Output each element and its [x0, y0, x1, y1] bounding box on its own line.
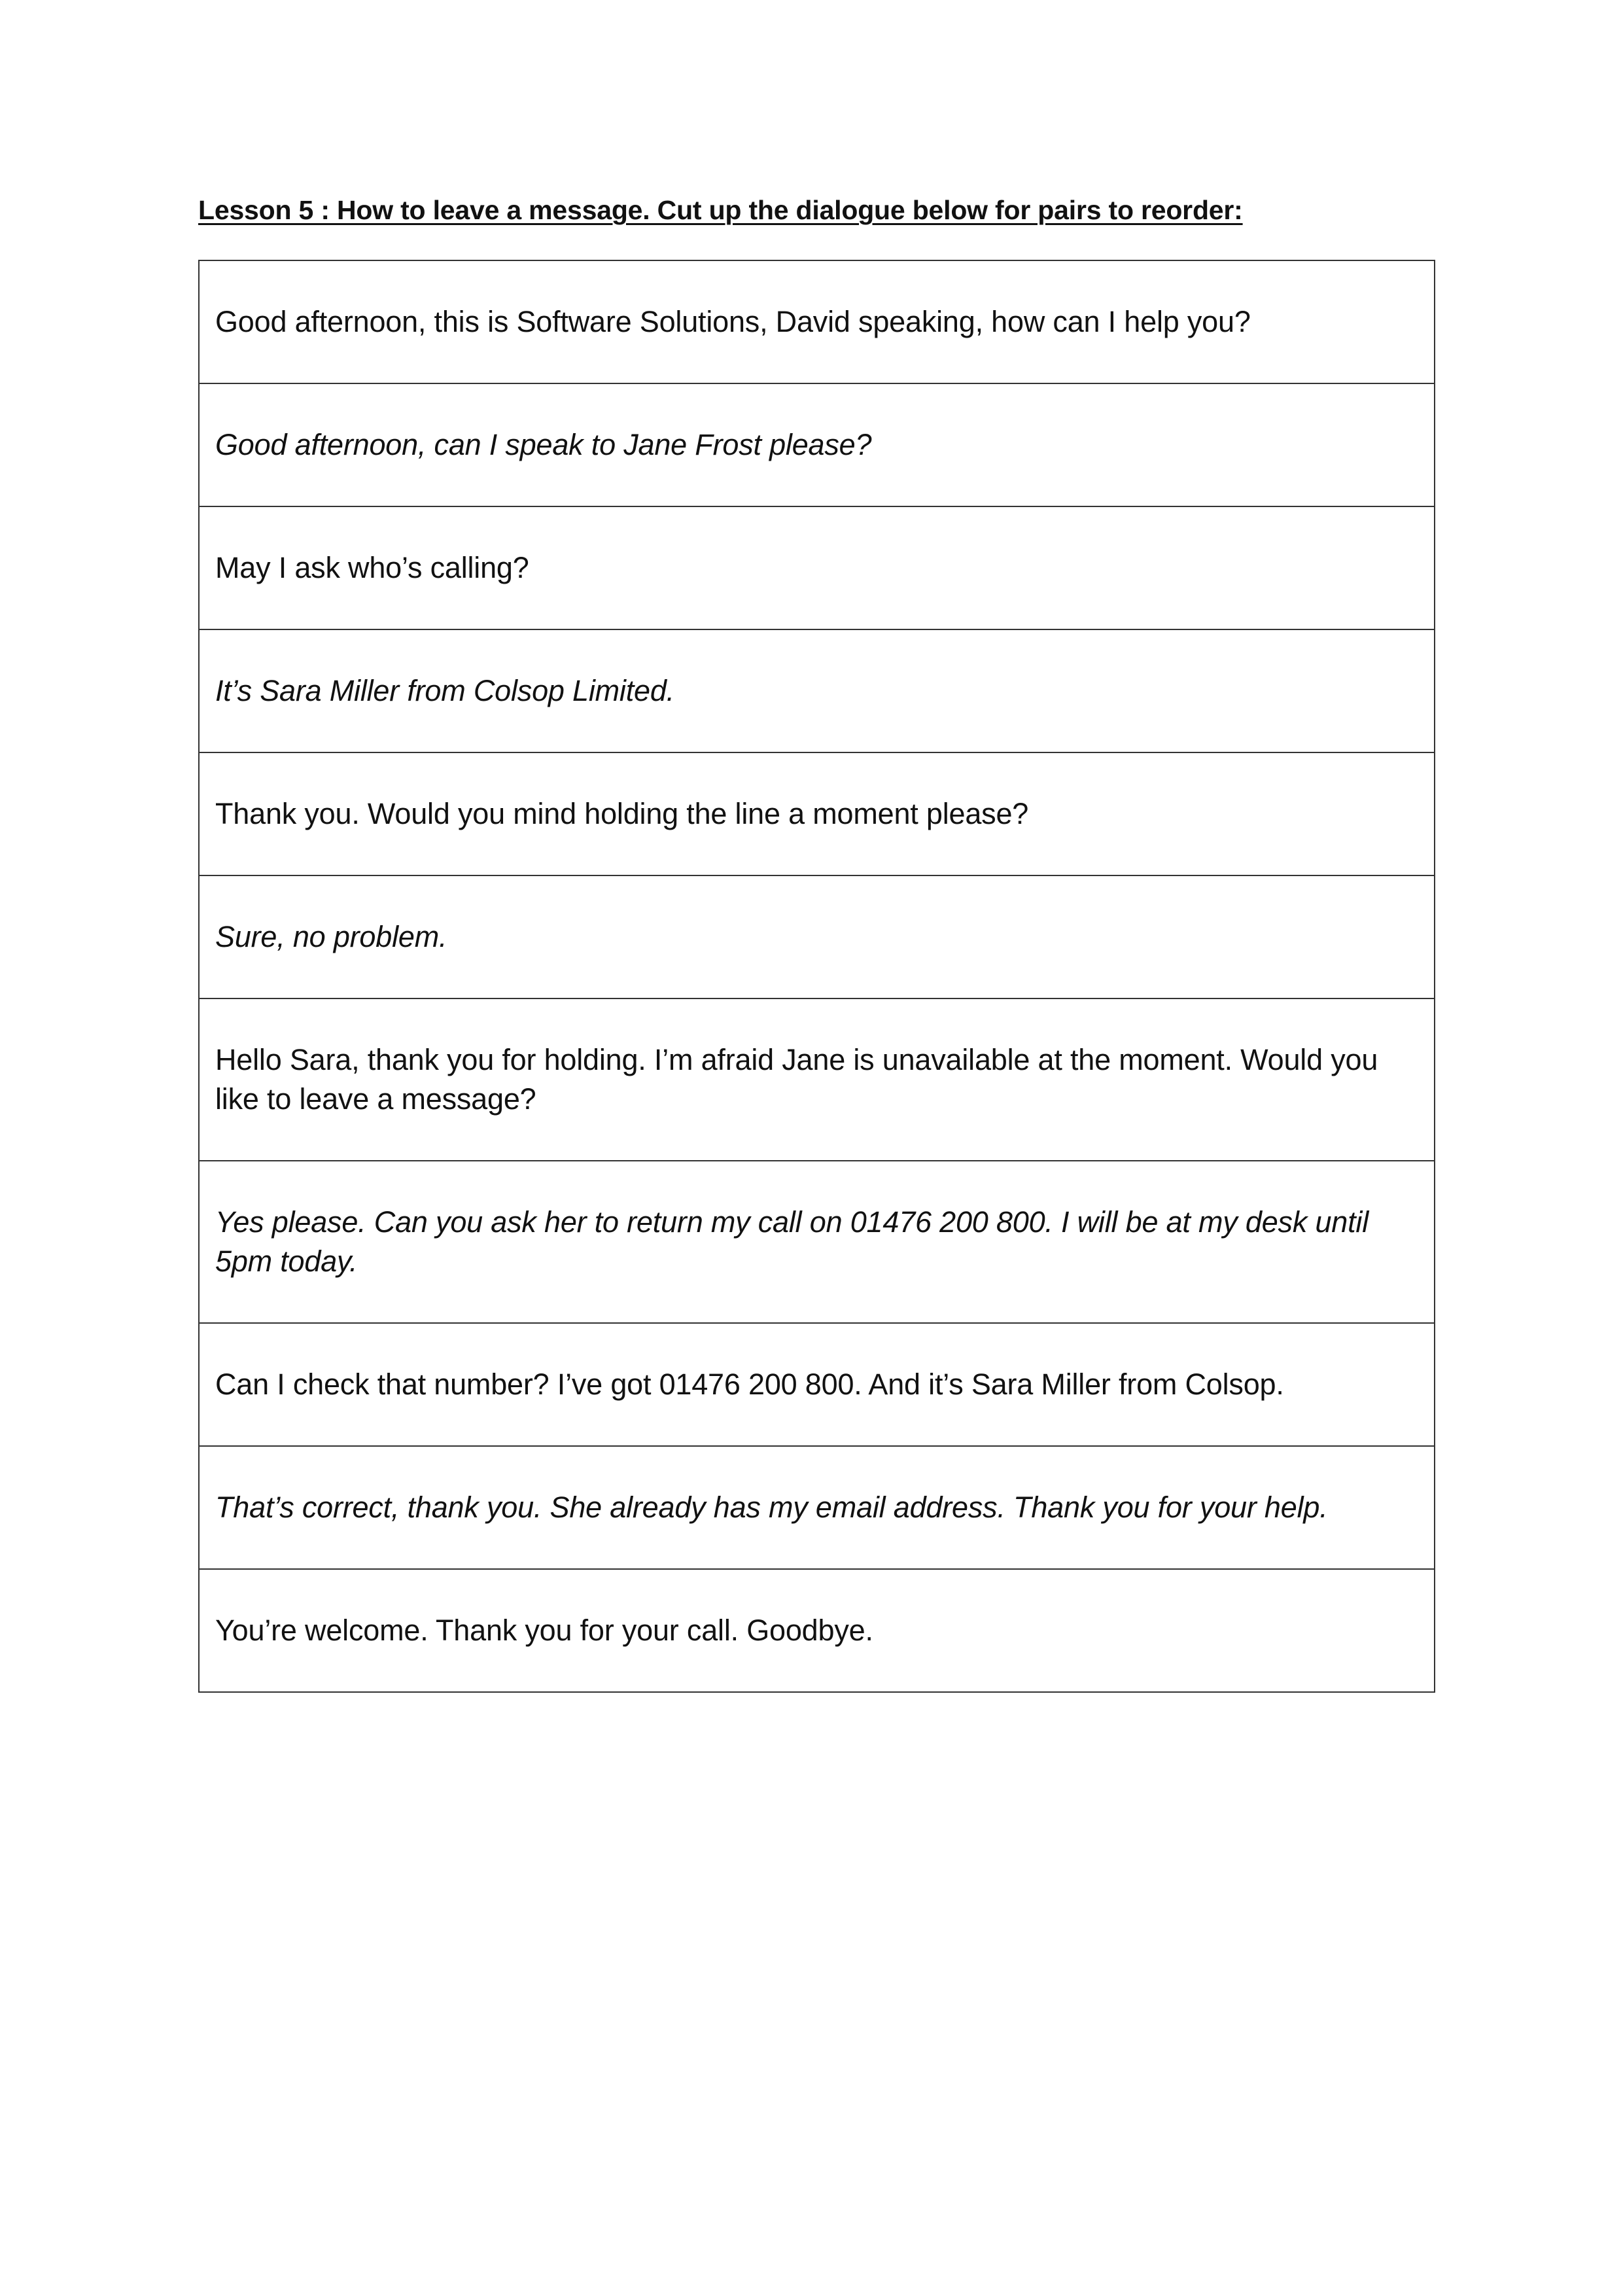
dialogue-line-text: Thank you. Would you mind holding the line a moment please? [199, 752, 1435, 875]
dialogue-line-1 [199, 260, 1435, 383]
dialogue-line-9 [199, 1323, 1435, 1446]
dialogue-line-text: Sure, no problem. [199, 875, 1435, 998]
dialogue-line-text: Yes please. Can you ask her to return my call on 01476 200 800. I will be at my desk until 5pm today. [199, 1161, 1435, 1323]
dialogue-line-8 [199, 1161, 1435, 1323]
dialogue-line-2 [199, 383, 1435, 506]
dialogue-line-7 [199, 998, 1435, 1161]
dialogue-line-4 [199, 629, 1435, 752]
dialogue-line-6 [199, 875, 1435, 998]
dialogue-line-text: Good afternoon, can I speak to Jane Frost please? [199, 383, 1435, 506]
dialogue-table [198, 260, 1435, 1693]
dialogue-line-text: Can I check that number? I’ve got 01476 200 800. And it’s Sara Miller from Colsop. [199, 1323, 1435, 1446]
dialogue-line-text: Good afternoon, this is Software Solutions, David speaking, how can I help you? [199, 260, 1435, 383]
dialogue-line-text: May I ask who’s calling? [199, 506, 1435, 629]
dialogue-line-text: Hello Sara, thank you for holding. I’m afraid Jane is unavailable at the moment. Would you like to leave a message? [199, 998, 1435, 1161]
dialogue-line-text: That’s correct, thank you. She already has my email address. Thank you for your help. [199, 1446, 1435, 1569]
lesson-title: Lesson 5 : How to leave a message. Cut up the dialogue below for pairs to reorder: [198, 195, 1243, 225]
dialogue-line-10 [199, 1446, 1435, 1569]
dialogue-line-5 [199, 752, 1435, 875]
dialogue-line-text: It’s Sara Miller from Colsop Limited. [199, 629, 1435, 752]
dialogue-line-3 [199, 506, 1435, 629]
dialogue-line-text: You’re welcome. Thank you for your call. Goodbye. [199, 1569, 1435, 1692]
dialogue-line-11 [199, 1569, 1435, 1692]
